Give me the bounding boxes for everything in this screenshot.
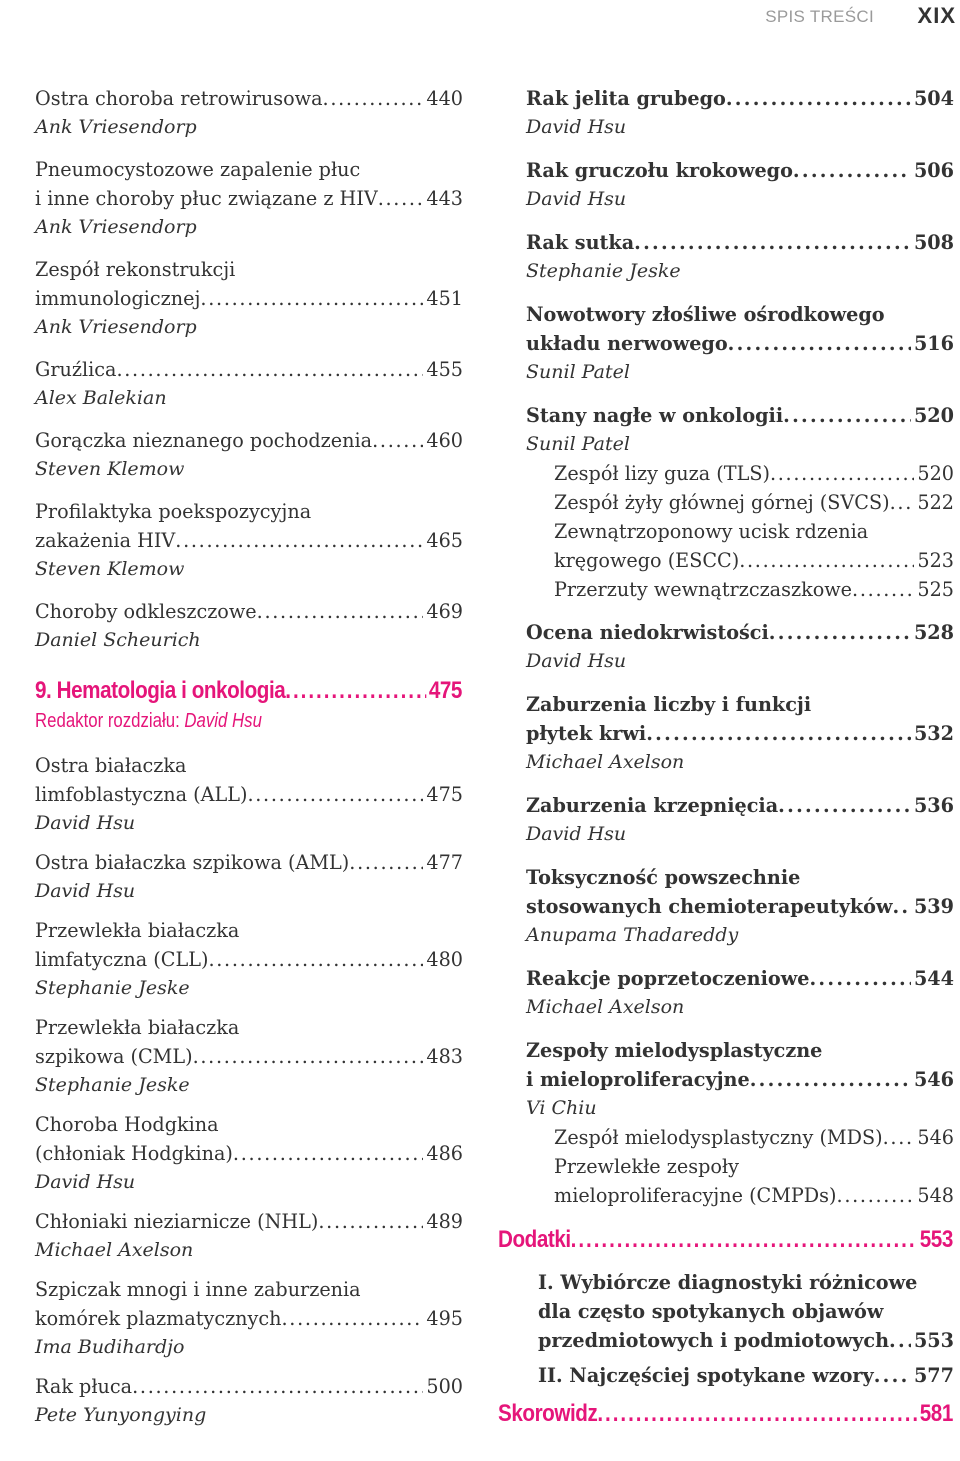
entry-gap bbox=[526, 142, 954, 156]
toc-entry-title: Szpiczak mnogi i inne zaburzenia bbox=[35, 1278, 361, 1301]
toc-entry-title: Zespół mielodysplastyczny (MDS) bbox=[554, 1126, 883, 1149]
leader-dots bbox=[728, 329, 911, 358]
entry-gap bbox=[526, 604, 954, 618]
toc-entry-line bbox=[554, 575, 954, 604]
toc-entry-line bbox=[538, 1297, 954, 1326]
leader-dots bbox=[890, 488, 915, 517]
leader-dots bbox=[852, 575, 914, 604]
toc-entry-line bbox=[538, 1361, 954, 1390]
toc-entry-author: David Hsu bbox=[526, 823, 627, 845]
toc-entry-line bbox=[554, 546, 954, 575]
toc-entry-page: 477 bbox=[426, 851, 463, 874]
toc-entry-page: 516 bbox=[913, 332, 954, 355]
toc-entry-title: Ostra choroba retrowirusowa bbox=[35, 87, 323, 110]
toc-entry-line bbox=[526, 863, 954, 892]
toc-entry-line bbox=[35, 848, 463, 877]
entry-gap bbox=[35, 1265, 463, 1275]
toc-right-entries bbox=[526, 84, 954, 1210]
leader-dots bbox=[634, 228, 911, 257]
toc-entry-title: stosowanych chemioterapeutyków bbox=[526, 895, 893, 918]
toc-subentry[interactable] bbox=[526, 1123, 954, 1152]
toc-entry-page: 553 bbox=[913, 1329, 954, 1352]
section-heading-dodatki[interactable] bbox=[498, 1224, 954, 1256]
toc-left-entries-b bbox=[35, 751, 463, 1430]
leader-dots bbox=[571, 1224, 917, 1256]
toc-entry[interactable] bbox=[526, 401, 954, 459]
leader-dots bbox=[175, 526, 423, 555]
leader-dots bbox=[378, 184, 424, 213]
toc-entry-author: Ank Vriesendorp bbox=[35, 216, 197, 238]
toc-entry-title: Przewlekła białaczka bbox=[35, 919, 240, 942]
leader-dots bbox=[837, 1181, 915, 1210]
toc-entry-line bbox=[526, 1065, 954, 1094]
toc-entry-line bbox=[35, 1139, 463, 1168]
leader-dots bbox=[285, 675, 426, 707]
toc-entry-line bbox=[35, 84, 463, 113]
toc-entry-line bbox=[554, 517, 954, 546]
toc-entry-title: Zaburzenia krzepnięcia bbox=[526, 794, 779, 817]
toc-entry-author: Ank Vriesendorp bbox=[35, 116, 197, 138]
entry-gap bbox=[35, 1362, 463, 1372]
leader-dots bbox=[889, 1326, 911, 1355]
toc-entry-title: Pneumocystozowe zapalenie płuc bbox=[35, 158, 361, 181]
toc-entry-line bbox=[35, 284, 463, 313]
entry-gap bbox=[526, 387, 954, 401]
toc-entry-line bbox=[554, 1123, 954, 1152]
toc-entry[interactable] bbox=[526, 156, 954, 214]
toc-entry-line bbox=[526, 791, 954, 820]
toc-entry-author: David Hsu bbox=[35, 880, 136, 902]
toc-subentry[interactable] bbox=[526, 575, 954, 604]
toc-entry-line bbox=[35, 597, 463, 626]
leader-dots bbox=[132, 1372, 423, 1401]
entry-gap bbox=[526, 676, 954, 690]
toc-entry-title: szpikowa (CML) bbox=[35, 1045, 193, 1068]
toc-entry-title: Zewnątrzoponowy ucisk rdzenia bbox=[554, 520, 869, 543]
toc-entry-author: David Hsu bbox=[526, 116, 627, 138]
toc-entry-author: Anupama Thadareddy bbox=[526, 924, 739, 946]
toc-entry[interactable] bbox=[526, 84, 954, 142]
toc-entry-page: 523 bbox=[917, 549, 954, 572]
toc-right-column bbox=[498, 84, 954, 1430]
section-title: 9. Hematologia i onkologia bbox=[35, 677, 286, 704]
toc-entry-line bbox=[526, 892, 954, 921]
toc-entry-author: Ima Budihardjo bbox=[35, 1336, 185, 1358]
toc-entry-line bbox=[526, 156, 954, 185]
toc-entry-line bbox=[35, 945, 463, 974]
toc-entry-line bbox=[35, 1275, 463, 1304]
toc-entry-page: 489 bbox=[426, 1210, 463, 1233]
toc-entry-title: Przewlekła białaczka bbox=[35, 1016, 240, 1039]
toc-entry-line bbox=[35, 497, 463, 526]
toc-entry-title: Ocena niedokrwistości bbox=[526, 621, 769, 644]
toc-entry-author: Sunil Patel bbox=[526, 433, 630, 455]
toc-entry-author: Stephanie Jeske bbox=[35, 977, 190, 999]
toc-entry-author: David Hsu bbox=[526, 650, 627, 672]
leader-dots bbox=[247, 780, 423, 809]
toc-entry-title: limfatyczna (CLL) bbox=[35, 948, 209, 971]
toc-entry-page: 495 bbox=[426, 1307, 463, 1330]
toc-entry-title: Ostra białaczka bbox=[35, 754, 187, 777]
entry-gap bbox=[35, 1100, 463, 1110]
toc-entry-author: Michael Axelson bbox=[526, 751, 685, 773]
leader-dots bbox=[739, 546, 914, 575]
toc-entry-page: 504 bbox=[913, 87, 954, 110]
section-editor-label: Redaktor rozdziału: bbox=[35, 710, 180, 732]
toc-entry-page: 451 bbox=[426, 287, 463, 310]
toc-entry[interactable] bbox=[35, 848, 463, 906]
toc-entry-title: Zespół rekonstrukcji bbox=[35, 258, 236, 281]
toc-entry-line bbox=[554, 459, 954, 488]
toc-entry-title: i mieloproliferacyjne bbox=[526, 1068, 750, 1091]
toc-entry-title: Rak sutka bbox=[526, 231, 635, 254]
section-heading-skorowidz[interactable] bbox=[498, 1398, 954, 1430]
toc-entry-title: Ostra białaczka szpikowa (AML) bbox=[35, 851, 350, 874]
toc-entry-page: 460 bbox=[426, 429, 463, 452]
toc-entry[interactable] bbox=[35, 255, 463, 342]
toc-entry-author: Sunil Patel bbox=[526, 361, 630, 383]
section-editor bbox=[35, 707, 395, 735]
toc-entry-page: 539 bbox=[913, 895, 954, 918]
toc-entry-page: 486 bbox=[426, 1142, 463, 1165]
toc-entry-title: (chłoniak Hodgkina) bbox=[35, 1142, 233, 1165]
entry-gap bbox=[35, 242, 463, 255]
leader-dots bbox=[646, 719, 911, 748]
toc-entry-page: 483 bbox=[426, 1045, 463, 1068]
section-editor-name: David Hsu bbox=[184, 710, 262, 732]
toc-entry-line bbox=[526, 84, 954, 113]
toc-entry[interactable] bbox=[526, 791, 954, 849]
toc-entry-author: Alex Balekian bbox=[35, 387, 167, 409]
appendix-entries bbox=[526, 1268, 954, 1390]
appendix-page: 553 bbox=[919, 1226, 953, 1253]
toc-entry-title: Zaburzenia liczby i funkcji bbox=[526, 693, 812, 716]
toc-entry-page: 443 bbox=[426, 187, 463, 210]
toc-entry[interactable] bbox=[526, 300, 954, 387]
toc-entry[interactable] bbox=[35, 426, 463, 484]
toc-entry-line bbox=[538, 1326, 954, 1355]
toc-entry-title: dla często spotykanych objawów bbox=[538, 1300, 884, 1323]
toc-entry-page: 522 bbox=[917, 491, 954, 514]
toc-entry-author: David Hsu bbox=[35, 812, 136, 834]
toc-subentry[interactable] bbox=[526, 488, 954, 517]
toc-entry-title: Zespół lizy guza (TLS) bbox=[554, 462, 770, 485]
entry-gap bbox=[35, 1003, 463, 1013]
toc-entry-title: Gruźlica bbox=[35, 358, 117, 381]
leader-dots bbox=[883, 1123, 915, 1152]
leader-dots bbox=[372, 426, 423, 455]
running-header-label: SPIS TREŚCI bbox=[765, 7, 874, 26]
toc-entry-line bbox=[35, 916, 463, 945]
toc-entry[interactable] bbox=[35, 751, 463, 838]
toc-entry[interactable] bbox=[35, 1207, 463, 1265]
toc-entry-title: Zespoły mielodysplastyczne bbox=[526, 1039, 823, 1062]
toc-entry-title: limfoblastyczna (ALL) bbox=[35, 783, 248, 806]
toc-entry-page: 544 bbox=[913, 967, 954, 990]
toc-entry-line bbox=[35, 155, 463, 184]
leader-dots bbox=[874, 1361, 911, 1390]
toc-entry-author: Daniel Scheurich bbox=[35, 629, 201, 651]
toc-entry-author: Michael Axelson bbox=[35, 1239, 194, 1261]
toc-entry-page: 440 bbox=[426, 87, 463, 110]
toc-entry[interactable] bbox=[35, 1110, 463, 1197]
toc-entry-line bbox=[35, 1372, 463, 1401]
toc-entry[interactable] bbox=[35, 355, 463, 413]
toc-entry[interactable] bbox=[35, 916, 463, 1003]
toc-entry[interactable] bbox=[538, 1268, 954, 1355]
toc-entry-title: kręgowego (ESCC) bbox=[554, 549, 740, 572]
toc-entry-line bbox=[526, 401, 954, 430]
leader-dots bbox=[778, 791, 911, 820]
leader-dots bbox=[793, 156, 911, 185]
leader-dots bbox=[193, 1042, 424, 1071]
entry-gap bbox=[526, 849, 954, 863]
toc-entry[interactable] bbox=[538, 1361, 954, 1390]
running-header bbox=[0, 3, 960, 31]
toc-entry-line bbox=[35, 184, 463, 213]
toc-entry-title: układu nerwowego bbox=[526, 332, 728, 355]
toc-entry-title: I. Wybiórcze diagnostyki różnicowe bbox=[538, 1271, 918, 1294]
toc-entry-line bbox=[35, 751, 463, 780]
toc-entry-page: 506 bbox=[913, 159, 954, 182]
section-heading-hematologia[interactable] bbox=[35, 675, 463, 707]
toc-entry-line bbox=[35, 1013, 463, 1042]
toc-entry-page: 500 bbox=[426, 1375, 463, 1398]
toc-entry-page: 546 bbox=[917, 1126, 954, 1149]
toc-entry-line bbox=[35, 780, 463, 809]
toc-entry[interactable] bbox=[35, 1013, 463, 1100]
appendix-title: Dodatki bbox=[498, 1226, 571, 1253]
toc-entry-page: 577 bbox=[913, 1364, 954, 1387]
toc-entry-page: 455 bbox=[426, 358, 463, 381]
leader-dots bbox=[892, 892, 910, 921]
toc-entry-author: Steven Klemow bbox=[35, 458, 185, 480]
toc-entry-author: Stephanie Jeske bbox=[526, 260, 681, 282]
toc-entry-page: 480 bbox=[426, 948, 463, 971]
toc-entry-line bbox=[526, 690, 954, 719]
toc-entry-line bbox=[35, 355, 463, 384]
toc-entry-title: Rak gruczołu krokowego bbox=[526, 159, 793, 182]
toc-entry[interactable] bbox=[35, 155, 463, 242]
toc-entry-title: Przewlekłe zespoły bbox=[554, 1155, 739, 1178]
toc-entry-line bbox=[554, 1152, 954, 1181]
index-page: 581 bbox=[919, 1400, 953, 1427]
entry-gap bbox=[35, 413, 463, 426]
entry-gap bbox=[35, 906, 463, 916]
toc-subentry[interactable] bbox=[526, 517, 954, 575]
toc-entry-author: Michael Axelson bbox=[526, 996, 685, 1018]
entry-gap bbox=[35, 584, 463, 597]
entry-gap bbox=[526, 1022, 954, 1036]
toc-left-column bbox=[35, 84, 463, 1430]
toc-entry-title: Przerzuty wewnątrzczaszkowe bbox=[554, 578, 853, 601]
toc-entry-line bbox=[35, 526, 463, 555]
toc-entry[interactable] bbox=[35, 597, 463, 655]
leader-dots bbox=[200, 284, 423, 313]
toc-entry-title: Profilaktyka poekspozycyjna bbox=[35, 500, 312, 523]
toc-entry-line bbox=[35, 1042, 463, 1071]
entry-gap bbox=[35, 342, 463, 355]
toc-entry-author: Ank Vriesendorp bbox=[35, 316, 197, 338]
toc-entry-title: Choroby odkleszczowe bbox=[35, 600, 257, 623]
toc-entry-author: Stephanie Jeske bbox=[35, 1074, 190, 1096]
leader-dots bbox=[769, 618, 911, 647]
leader-dots bbox=[323, 84, 424, 113]
toc-entry-page: 508 bbox=[913, 231, 954, 254]
toc-entry-line bbox=[526, 300, 954, 329]
toc-left-entries-a bbox=[35, 84, 463, 655]
toc-entry-line bbox=[554, 488, 954, 517]
toc-entry-title: Nowotwory złośliwe ośrodkowego bbox=[526, 303, 885, 326]
toc-entry-line bbox=[35, 426, 463, 455]
toc-entry[interactable] bbox=[35, 1372, 463, 1430]
entry-gap bbox=[35, 1197, 463, 1207]
toc-entry-page: 525 bbox=[917, 578, 954, 601]
toc-entry-title: Toksyczność powszechnie bbox=[526, 866, 801, 889]
toc-entry-page: 520 bbox=[917, 462, 954, 485]
section-page: 475 bbox=[428, 677, 462, 704]
toc-entry-title: Reakcje poprzetoczeniowe bbox=[526, 967, 810, 990]
toc-entry-author: Steven Klemow bbox=[35, 558, 185, 580]
leader-dots bbox=[770, 459, 914, 488]
toc-entry-line bbox=[35, 255, 463, 284]
entry-gap bbox=[35, 838, 463, 848]
toc-entry-line bbox=[526, 1036, 954, 1065]
toc-entry-line bbox=[526, 719, 954, 748]
toc-entry[interactable] bbox=[526, 964, 954, 1022]
toc-entry-author: Vi Chiu bbox=[526, 1097, 597, 1119]
toc-entry-author: David Hsu bbox=[35, 1171, 136, 1193]
leader-dots bbox=[783, 401, 911, 430]
toc-entry-page: 465 bbox=[426, 529, 463, 552]
leader-dots bbox=[597, 1398, 917, 1430]
leader-dots bbox=[318, 1207, 423, 1236]
toc-entry-title: mieloproliferacyjne (CMPDs) bbox=[554, 1184, 837, 1207]
toc-entry-title: płytek krwi bbox=[526, 722, 647, 745]
toc-entry-title: Rak jelita grubego bbox=[526, 87, 726, 110]
toc-entry-line bbox=[526, 228, 954, 257]
toc-entry-title: Stany nagłe w onkologii bbox=[526, 404, 784, 427]
toc-entry-line bbox=[526, 964, 954, 993]
toc-entry-line bbox=[35, 1110, 463, 1139]
leader-dots bbox=[116, 355, 423, 384]
toc-entry[interactable] bbox=[526, 228, 954, 286]
toc-entry-page: 532 bbox=[913, 722, 954, 745]
toc-entry-line bbox=[526, 329, 954, 358]
toc-entry-title: i inne choroby płuc związane z HIV bbox=[35, 187, 378, 210]
index-title: Skorowidz bbox=[498, 1400, 598, 1427]
leader-dots bbox=[233, 1139, 423, 1168]
toc-entry-page: 475 bbox=[426, 783, 463, 806]
toc-entry-page: 546 bbox=[913, 1068, 954, 1091]
page-number: XIX bbox=[917, 3, 956, 28]
toc-entry-page: 536 bbox=[913, 794, 954, 817]
entry-gap bbox=[526, 214, 954, 228]
toc-entry-author: David Hsu bbox=[526, 188, 627, 210]
toc-entry[interactable] bbox=[35, 497, 463, 584]
toc-entry[interactable] bbox=[526, 1036, 954, 1123]
toc-entry-line bbox=[35, 1207, 463, 1236]
entry-gap bbox=[526, 286, 954, 300]
toc-entry-title: przedmiotowych i podmiotowych bbox=[538, 1329, 890, 1352]
toc-entry-title: komórek plazmatycznych bbox=[35, 1307, 282, 1330]
toc-entry-line bbox=[35, 1304, 463, 1333]
toc-entry-title: zakażenia HIV bbox=[35, 529, 176, 552]
toc-entry[interactable] bbox=[35, 1275, 463, 1362]
toc-entry-page: 469 bbox=[426, 600, 463, 623]
toc-entry-line bbox=[526, 618, 954, 647]
toc-subentry[interactable] bbox=[526, 459, 954, 488]
entry-gap bbox=[526, 950, 954, 964]
toc-entry-title: Zespół żyły głównej górnej (SVCS) bbox=[554, 491, 890, 514]
leader-dots bbox=[726, 84, 911, 113]
toc-entry-title: immunologicznej bbox=[35, 287, 201, 310]
toc-entry-line bbox=[554, 1181, 954, 1210]
toc-entry-title: Chłoniaki nieziarnicze (NHL) bbox=[35, 1210, 319, 1233]
leader-dots bbox=[257, 597, 424, 626]
toc-entry-title: Choroba Hodgkina bbox=[35, 1113, 219, 1136]
toc-entry-author: Pete Yunyongying bbox=[35, 1404, 207, 1426]
entry-gap bbox=[35, 142, 463, 155]
leader-dots bbox=[809, 964, 910, 993]
toc-entry-title: Gorączka nieznanego pochodzenia bbox=[35, 429, 373, 452]
toc-entry[interactable] bbox=[526, 618, 954, 676]
leader-dots bbox=[282, 1304, 424, 1333]
toc-entry-page: 520 bbox=[913, 404, 954, 427]
toc-subentry[interactable] bbox=[526, 1152, 954, 1210]
leader-dots bbox=[750, 1065, 911, 1094]
toc-entry-line bbox=[538, 1268, 954, 1297]
entry-gap bbox=[526, 777, 954, 791]
toc-entry[interactable] bbox=[526, 863, 954, 950]
toc-entry-title: Rak płuca bbox=[35, 1375, 133, 1398]
toc-entry-page: 548 bbox=[917, 1184, 954, 1207]
toc-entry[interactable] bbox=[35, 84, 463, 142]
toc-entry[interactable] bbox=[526, 690, 954, 777]
toc-entry-title: II. Najczęściej spotykane wzory bbox=[538, 1364, 874, 1387]
leader-dots bbox=[349, 848, 423, 877]
entry-gap bbox=[35, 484, 463, 497]
leader-dots bbox=[208, 945, 423, 974]
toc-entry-page: 528 bbox=[913, 621, 954, 644]
